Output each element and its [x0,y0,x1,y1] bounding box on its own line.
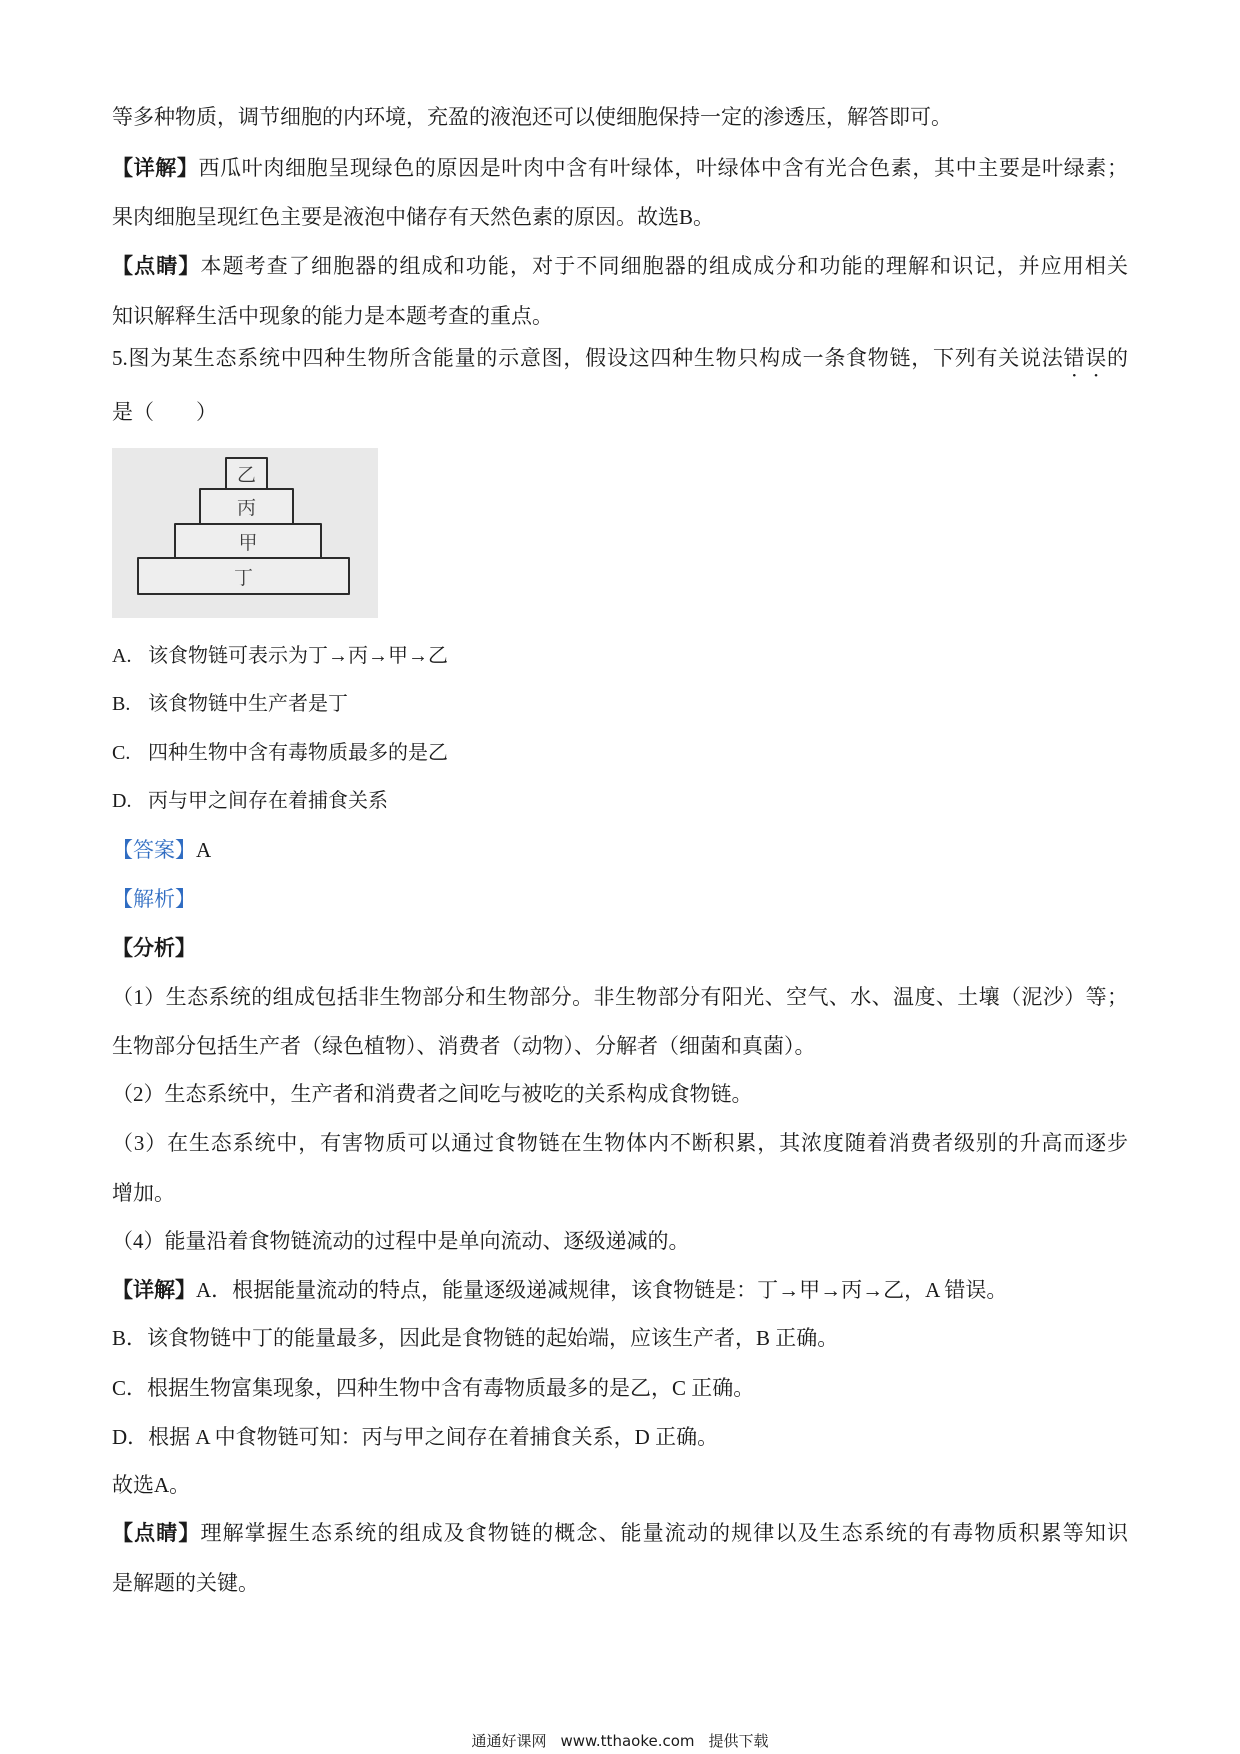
prev-comment-text: 本题考查了细胞器的组成和功能，对于不同细胞器的组成成分和功能的理解和识记，并应用相关 [200,254,1128,278]
pyramid-level-yi [225,457,268,490]
analysis-point-4: （4）能量沿着食物链流动的过程中是单向流动、逐级递减的。 [112,1229,690,1253]
pyramid-label-jia: 甲 [238,531,258,554]
prev-detail-text: 西瓜叶肉细胞呈现绿色的原因是叶肉中含有叶绿体，叶绿体中含有光合色素，其中主要是叶绿素； [198,156,1128,180]
prev-detail-line-2: 果肉细胞呈现红色主要是液泡中储存有天然色素的原因。故选B。 [112,205,715,229]
option-a-text: 该食物链可表示为丁→丙→甲→乙 [148,645,448,667]
pyramid-level-bing [199,488,294,525]
option-c-letter: C. [112,742,131,764]
question-stem-line-1 [112,345,1128,382]
pyramid-label-ding: 丁 [233,566,253,589]
option-d [112,788,1128,814]
footer-url: www.tthaoke.com [560,1732,695,1750]
prev-comment-label: 【点睛】 [112,254,201,278]
option-b [112,691,1128,717]
analysis-detail-line-b: B．该食物链中丁的能量最多，因此是食物链的起始端，应该生产者，B 正确。 [112,1326,839,1350]
analysis-comment-line-2: 是解题的关键。 [112,1571,259,1595]
footer-site-name: 通通好课网 [471,1732,547,1750]
question-stem-part2: 的 [1107,346,1128,370]
analysis-conclusion: 故选A。 [112,1473,191,1497]
option-c [112,740,1128,766]
question-number: 5. [112,346,128,370]
analysis-detail-text-a: A．根据能量流动的特点，能量逐级递减规律，该食物链是：丁→甲→丙→乙，A 错误。 [196,1278,1008,1302]
option-d-letter: D. [112,790,132,812]
energy-pyramid-figure [112,448,378,618]
prev-detail-line-1 [112,155,1128,181]
analysis-detail-line-c: C．根据生物富集现象，四种生物中含有毒物质最多的是乙，C 正确。 [112,1376,755,1400]
analysis-point-2: （2）生态系统中，生产者和消费者之间吃与被吃的关系构成食物链。 [112,1082,753,1106]
analysis-comment-text: 理解掌握生态系统的组成及食物链的概念、能量流动的规律以及生态系统的有毒物质积累等知识 [200,1521,1128,1545]
prev-comment-line-2: 知识解释生活中现象的能力是本题考查的重点。 [112,304,553,328]
option-b-letter: B. [112,693,131,715]
analysis-comment-label: 【点睛】 [112,1521,201,1545]
pyramid-label-yi: 乙 [236,464,256,486]
prev-comment-line-1 [112,253,1128,279]
analysis-point-3-cont: 增加。 [112,1181,175,1205]
question-stem-emphasis: 错误 [1063,346,1108,370]
analysis-label: 【解析】 [112,887,196,911]
analysis-point-1: （1）生态系统的组成包括非生物部分和生物部分。非生物部分有阳光、空气、水、温度、土壤（泥沙）等； [112,985,1128,1009]
analysis-point-1-cont: 生物部分包括生产者（绿色植物）、消费者（动物）、分解者（细菌和真菌）。 [112,1034,816,1058]
question-stem-line-2: 是（ ） [112,400,217,424]
page-footer [0,1731,1240,1751]
option-b-text: 该食物链中生产者是丁 [148,693,348,715]
analysis-detail-label: 【详解】 [112,1278,196,1302]
question-stem-part1: 图为某生态系统中四种生物所含能量的示意图，假设这四种生物只构成一条食物链，下列有关说法 [127,346,1064,370]
analysis-point-3: （3）在生态系统中，有害物质可以通过食物链在生物体内不断积累，其浓度随着消费者级别的升高而逐步 [112,1131,1128,1155]
pyramid-label-bing: 丙 [236,497,256,519]
analysis-sub-label: 【分析】 [112,936,196,960]
answer-line [112,837,1128,863]
analysis-comment-line-1 [112,1520,1128,1546]
analysis-detail-line-d: D．根据 A 中食物链可知：丙与甲之间存在着捕食关系，D 正确。 [112,1425,719,1449]
answer-value: A [196,838,212,862]
footer-note: 提供下载 [708,1732,769,1750]
prev-detail-label: 【详解】 [112,156,199,180]
option-a-letter: A. [112,645,132,667]
option-c-text: 四种生物中含有毒物质最多的是乙 [148,742,448,764]
answer-label: 【答案】 [112,838,196,862]
prev-continuation: 等多种物质，调节细胞的内环境，充盈的液泡还可以使细胞保持一定的渗透压，解答即可。 [112,105,952,129]
option-a [112,643,1128,669]
option-d-text: 丙与甲之间存在着捕食关系 [148,790,388,812]
analysis-detail-line-a [112,1277,1128,1303]
pyramid-level-jia [174,523,322,559]
pyramid-level-ding [137,557,350,595]
